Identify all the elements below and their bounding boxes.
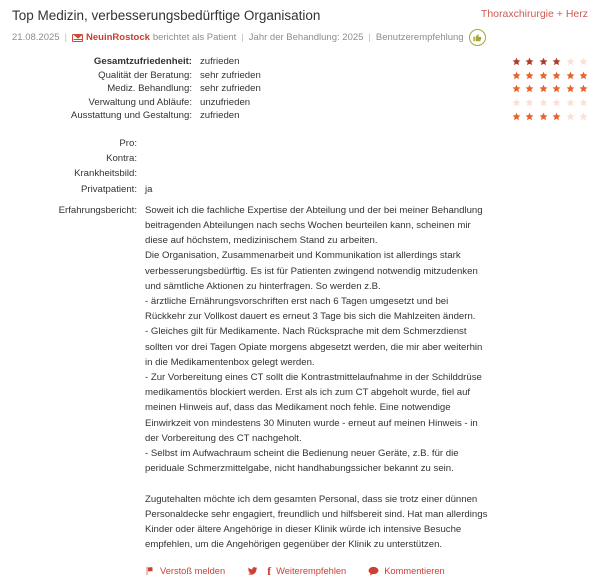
- user-recommendation-label: Benutzerempfehlung: [375, 31, 464, 43]
- share-label: Weiterempfehlen: [276, 566, 347, 577]
- experience-report-body: [145, 203, 489, 553]
- detail-label: Pro:: [119, 137, 137, 149]
- star-filled-icon: [512, 112, 521, 121]
- star-filled-icon: [512, 57, 521, 66]
- detail-row: [12, 151, 588, 166]
- envelope-icon: [72, 34, 83, 42]
- star-filled-icon: [566, 71, 575, 80]
- star-rating: [512, 98, 589, 107]
- report-paragraph: Soweit ich die fachliche Expertise der Abteilung und der bei meiner Behandlung beitragenden Abteilungen nach sechs Wochen beurteilen kann, scheinen mir diese auf höchstem, medizinischem Stand zu arbeiten.: [145, 204, 483, 247]
- rating-label: Qualität der Beratung:: [98, 69, 192, 81]
- speech-bubble-icon: [368, 566, 379, 576]
- star-empty-icon: [566, 112, 575, 121]
- rating-label: Mediz. Behandlung:: [107, 83, 192, 95]
- star-filled-icon: [552, 112, 561, 121]
- rating-label: Gesamtzufriedenheit:: [93, 56, 192, 67]
- star-empty-icon: [566, 57, 575, 66]
- rating-value: unzufrieden: [200, 96, 251, 108]
- report-paragraph: - Gleiches gilt für Medikamente. Nach Rücksprache mit dem Schmerzdienst sollten vor drei Tagen Opiate morgens abgesetzt werden, die mir aber weiterhin in die Medikamentenbox gelegt werden.: [145, 326, 483, 368]
- rating-value: zufrieden: [200, 110, 240, 122]
- star-rating: [512, 112, 589, 121]
- star-rating: [512, 84, 589, 93]
- star-filled-icon: [512, 84, 521, 93]
- share-button[interactable]: [247, 566, 346, 576]
- detail-label: Privatpatient:: [81, 183, 137, 195]
- star-filled-icon: [539, 112, 548, 121]
- experience-report-label: Erfahrungsbericht:: [58, 204, 137, 216]
- username-link[interactable]: NeuinRostock: [86, 31, 150, 43]
- rating-row: [12, 82, 588, 96]
- rating-row: [12, 69, 588, 83]
- star-filled-icon: [525, 84, 534, 93]
- ratings-section: [0, 55, 600, 123]
- rating-label: Ausstattung und Gestaltung:: [70, 110, 192, 122]
- star-filled-icon: [539, 84, 548, 93]
- star-empty-icon: [579, 98, 588, 107]
- report-paragraph: - Zur Vorbereitung eines CT sollt die Kontrastmittelaufnahme in der Schilddrüse medikamentös blockiert werden. Erst als ich zum CT abgeholt wurde, fiel auf meinen Hinweis auf, dass das Medikament noch fehle. Eine notwendige Einwirkzeit von mindestens 30 Minuten wurde - erneut auf meinen Hinweis - in der Vorbereitung des CT nachgeholt.: [145, 371, 482, 444]
- star-filled-icon: [566, 84, 575, 93]
- meta-separator-1: |: [64, 31, 68, 43]
- star-filled-icon: [552, 84, 561, 93]
- star-filled-icon: [552, 71, 561, 80]
- details-section: [0, 136, 600, 197]
- rating-value: sehr zufrieden: [200, 83, 261, 95]
- star-filled-icon: [579, 84, 588, 93]
- star-filled-icon: [579, 71, 588, 80]
- detail-row: [12, 136, 588, 151]
- star-rating: [512, 57, 589, 66]
- star-filled-icon: [539, 57, 548, 66]
- comment-button[interactable]: [368, 566, 444, 576]
- rating-value: sehr zufrieden: [200, 69, 261, 81]
- star-empty-icon: [525, 98, 534, 107]
- comment-label: Kommentieren: [384, 566, 445, 577]
- star-filled-icon: [512, 71, 521, 80]
- star-filled-icon: [552, 57, 561, 66]
- detail-label: Krankheitsbild:: [74, 168, 137, 180]
- star-rating: [512, 71, 589, 80]
- facebook-f-icon: f: [267, 564, 272, 578]
- twitter-bird-icon: [247, 566, 258, 576]
- meta-separator-3: |: [368, 31, 371, 43]
- star-empty-icon: [566, 98, 575, 107]
- experience-report-section: [0, 203, 600, 553]
- review-footer: [0, 566, 600, 576]
- report-paragraph: - Selbst im Aufwachraum scheint die Bedienung neuer Geräte, z.B. für die periduale Schmerzmittelgabe, nicht handhabungssicher bekannt zu sein.: [145, 447, 459, 475]
- review-date: 21.08.2025: [12, 31, 60, 43]
- star-empty-icon: [552, 98, 561, 107]
- star-filled-icon: [539, 71, 548, 80]
- star-empty-icon: [579, 57, 588, 66]
- star-empty-icon: [539, 98, 548, 107]
- rating-row: [12, 55, 588, 69]
- detail-row: [12, 182, 588, 197]
- rating-row: [12, 109, 588, 123]
- star-empty-icon: [579, 112, 588, 121]
- meta-separator-2: |: [241, 31, 244, 43]
- rating-row: [12, 96, 588, 110]
- star-empty-icon: [512, 98, 521, 107]
- report-paragraph: - ärztliche Ernährungsvorschriften erst nach 6 Tagen umgesetzt und bei Rückkehr zur Vollkost dauert es erneut 3 Tage bis sich die Mahlzeiten ändern.: [145, 295, 476, 323]
- thumbs-up-icon: [469, 29, 486, 46]
- detail-row: [12, 166, 588, 181]
- review-meta: [12, 29, 588, 46]
- star-filled-icon: [525, 71, 534, 80]
- report-violation-label: Verstoß melden: [160, 566, 226, 577]
- flag-icon: [145, 566, 155, 576]
- detail-value: ja: [145, 183, 153, 195]
- treatment-year: Jahr der Behandlung: 2025: [248, 31, 364, 43]
- rating-value: zufrieden: [200, 56, 240, 67]
- report-paragraph: Die Organisation, Zusammenarbeit und Kommunikation ist allerdings stark verbesserungsbedürftig. Es ist für Patienten zwingend notwendig mitzudenken und sämtliche Aktionen zu hinterfragen. So werden z.B.: [145, 250, 478, 292]
- department-link[interactable]: Thoraxchirurgie + Herz: [480, 8, 588, 20]
- detail-label: Kontra:: [106, 153, 137, 165]
- report-violation-button[interactable]: [145, 566, 225, 576]
- star-filled-icon: [525, 57, 534, 66]
- star-filled-icon: [525, 112, 534, 121]
- rating-label: Verwaltung und Abläufe:: [88, 96, 192, 108]
- review-header: [0, 0, 600, 46]
- report-paragraph: Zugutehalten möchte ich dem gesamten Personal, dass sie trotz einer dünnen Personaldecke sehr engagiert, freundlich und hilfsbereit sind. Hat man allerdings Kinder oder ältere Angehörige in dieser Klinik würde ich intensive Besuche empfehlen, um die Angehörigen gegenüber der Klinik zu unterstützen.: [145, 493, 488, 551]
- review-title: Top Medizin, verbesserungsbedürftige Organisation: [12, 8, 321, 23]
- reporter-role: berichtet als Patient: [152, 31, 237, 43]
